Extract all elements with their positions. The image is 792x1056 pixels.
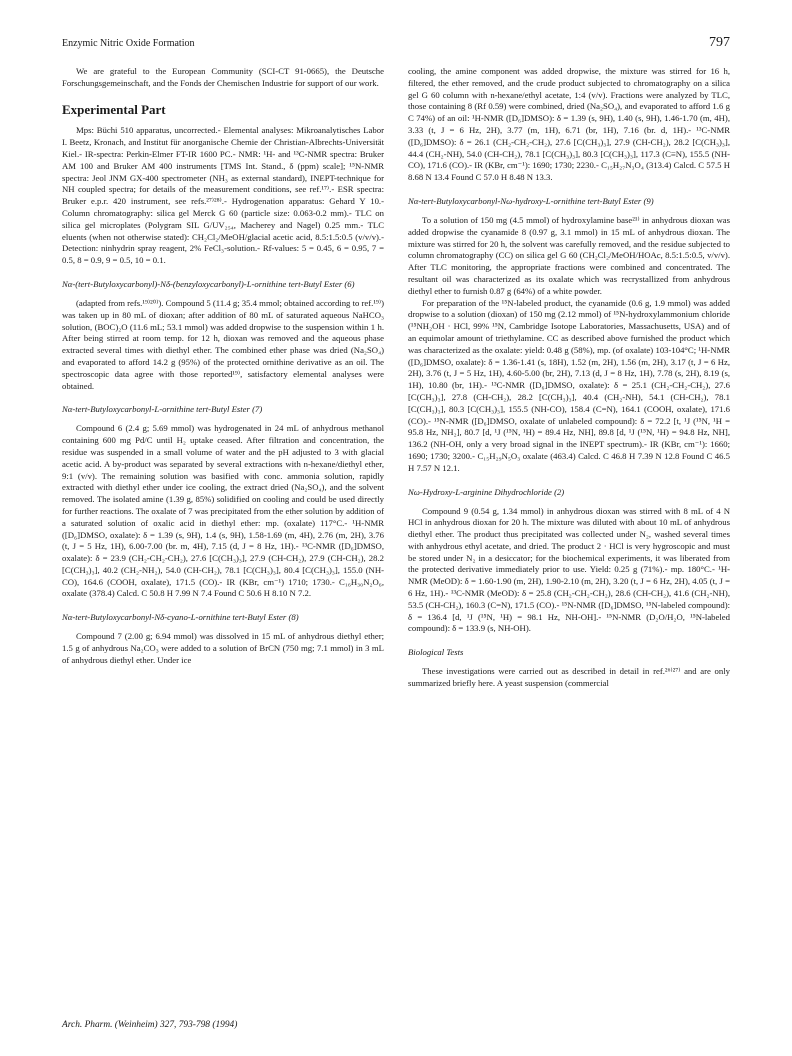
compound-8-text: Compound 7 (2.00 g; 6.94 mmol) was dissolved in 15 mL of anhydrous diethyl ether; 1.5 g of anhydrous Na₂CO₃ were added to a solution of BrCN (750 mg; 7.1 mmol) in 3 mL of anhydrous diethyl ether. Under ice xyxy=(62,631,384,665)
right-column xyxy=(408,66,730,690)
compound-9-text: To a solution of 150 mg (4.5 mmol) of hydroxylamine base²¹⁾ in anhydrous dioxan was added dropwise the cyanamide 8 (0.97 g, 3.1 mmol) in 15 mL of anhydrous dioxan. The mixture was stirred for 20 h, the solvent was carefully removed, and the residue subjected to column chromatography (CC) on silica gel G 60 (CH₂Cl₂/MeOH/HOAc, 8.5:1.5:0.5, v/v/v). After TLC monitoring, the appropriate fractions were combined and concentrated. The resultant oil was characterized as its oxalate which was recrystallized from anhydrous diethyl ether to furnish 0.87 g (64%) of a white powder. xyxy=(408,214,730,296)
compound-7-text: Compound 6 (2.4 g; 5.69 mmol) was hydrogenated in 24 mL of anhydrous methanol containing 600 mg Pd/C until H₂ uptake ceased. After filtration and concentration, the residue was suspended in a small volume of water and the pH adjusted to 3 with glacial acetic acid. A by-product was separated by several extractions with n-hexane/diethyl ether, 9:1 (v/v). The remaining solution was basified with conc. ammonia solution, rapidly extracted with diethyl ether under ice cooling, the extract dried (Na₂SO₄), and the solvent removed. The isolated amine (1.39 g, 85%) solidified on cooling and could be used directly for further reactions. The oxalate of 7 was precipitated from the ether solution by addition of a saturated solution of oxalic acid in diethyl ether: mp. (oxalate) 117°C.- ¹H-NMR ([D₆]DMSO, oxalate): δ = 1.39 (s, 9H), 1.4 (s, 9H), 1.58-1.69 (m, 4H), 2.76 (m, 2H), 3.76 (t, J = 5 Hz, 1H), 6.00-7.00 (br. m, 4H), 7.15 (d, J = 8 Hz, 1H).- ¹³C-NMR ([D₆]DMSO, oxalate): δ = 23.9 (CH₂-CH₂-CH₂), 27.6 [C(CH₃)₃], 27.9 (CH-CH₂), 27.9 (CH-CH₂), 28.2 [C(CH₃)₃], 40.2 (CH₂-NH₂), 54.0 (CH-CH₂), 78.1 [C(CH₃)₃], 80.4 [C(CH₃)₃], 155.0 (NH-CO), 164.6 (COOH, oxalate), 171.5 (CO).- IR (KBr, cm⁻¹) 1710; 1730.- C₁₆H₃₀N₂O₆, oxalate (378.4) Calcd. C 50.8 H 7.99 N 7.4 Found C 50.6 H 8.10 N 7.2. xyxy=(62,423,384,599)
compound-6-text: (adapted from refs.¹⁹⁾²⁰⁾). Compound 5 (11.4 g; 35.4 mmol; obtained according to ref.¹⁹⁾) was taken up in 80 mL of dioxan; after addition of 80 mL of saturated aqueous NaHCO₃ solution, (BOC)₂O (11.6 mL; 53.1 mmol) was added dropwise to the suspension within 1 h. After being stirred at room temp. for 12 h, dioxan was removed and the aqueous phase extracted several times with diethyl ether. The combined ether phase was dried (Na₂SO₄) and evaporated to afford 14.2 g (95%) of the protected ornithine derivative as an oil. The spectroscopic data agree with those reported¹⁹⁾, satisfactory elemental analyses were obtained. xyxy=(62,297,384,391)
general-methods: Mps: Büchi 510 apparatus, uncorrected.- Elemental analyses: Mikroanalytisches Labor I. Beetz, Kronach, and Institut für anorganische Chemie der Christian-Albrechts-Universität Kiel.- IR-spectra: Perkin-Elmer FT-IR 1600 PC.- NMR: ¹H- and ¹³C-NMR spectra: Bruker AM 100 and Bruker AM 400 instruments [TMS Int. Stand., δ (ppm) scale]; ¹⁵N-NMR spectra: Jeol JNM GX-400 spectrometer (NH₃ as external standard), INEPT-technique for NH coupled spectra; for details of the measurement conditions, see ref.¹⁷⁾.- ESR spectra: Bruker e.p.r. 420 instrument, see refs.²⁷⁾²⁸⁾.- Hydrogenation apparatus: Gehard Y 10.- Column chromatography: silica gel Merck G 60 (particle size: 0.063-0.2 mm).- TLC on silica gel microplates (Polygram SIL G/UV₂₅₄, Macherey and Nagel) 0.25 mm.- TLC eluents (when not otherwise stated): CH₂Cl₂/MeOH/glacial acetic acid, 8.5:1.5:0.5 (v/v/v).- Detection: ninhydrin spray reagent, 2% FeCl₃-solution.- Rf-values: 5 = 0.45, 6 = 0.95, 7 = 0.5, 8 = 0.9, 9 = 0.5, 10 = 0.1. xyxy=(62,125,384,266)
journal-citation: Arch. Pharm. (Weinheim) 327, 793-798 (1994) xyxy=(62,1020,238,1030)
left-column xyxy=(62,66,384,667)
compound-2-title: Nω-Hydroxy-L-arginine Dihydrochloride (2) xyxy=(408,486,565,497)
biological-tests-text: These investigations were carried out as described in detail in ref.²⁶⁾²⁷⁾ and are only summarized briefly here. A yeast suspension (commercial xyxy=(408,666,730,689)
compound-2-text: Compound 9 (0.54 g, 1.34 mmol) in anhydrous dioxan was stirred with 8 mL of 4 N HCl in anhydrous dioxan for 20 h. The mixture was diluted with about 10 mL of anhydrous diethyl ether. The product thus precipitated was collected under N₂, washed several times with anhydrous ethyl acetate, and dried. The product 2 · HCl is very hygroscopic and must be stored under N₂ in a desiccator; for the biochemical experiments, it was liberated from the protected derivative immediately prior to use. Yield: 0.25 g (71%).- mp. 180°C.- ¹H-NMR (MeOD): δ = 1.60-1.90 (m, 2H), 1.90-2.10 (m, 2H), 3.20 (t, J = 6 Hz, 2H), 4.05 (t, J = 6 Hz, 1H).- ¹³C-NMR (MeOD): δ = 25.8 (CH₂-CH₂-CH₂), 28.6 (CH-CH₂), 41.6 (CH₂-NH), 53.5 (CH-CH₂), 160.3 (C=N), 171.5 (CO).- ¹⁵N-NMR ([D₆]DMSO, ¹⁵N-labeled compound): δ = 136.4 [d, ¹J (¹⁵N, ¹H) = 98.1 Hz, NH-OH].- ¹⁵N-NMR (D₂O/H₂O, ¹⁵N-labeled compound): δ = 133.9 (s, NH-OH). xyxy=(408,505,730,634)
acknowledgement: We are grateful to the European Community (SCI-CT 91-0665), the Deutsche Forschungsgemeinschaft, and the Fonds der Chemischen Industrie for support of our work. xyxy=(62,66,384,88)
compound-8-continued: cooling, the amine component was added dropwise, the mixture was stirred for 16 h, filtered, the ether removed, and the crude product subjected to chromatography on a silica gel G 60 column with n-hexane/ethyl acetate, 1:4 (v/v). Fractions were analyzed by TLC, those containing 8 (Rf 0.59) were combined, dried (Na₂SO₄), and evaporated to afford 1.6 g C 74%) of an oil: ¹H-NMR ([D₆]DMSO): δ = 1.39 (s, 9H), 1.40 (s, 9H), 1.46-1.70 (m, 4H), 3.33 (t, J = 6 Hz, 2H), 3.77 (m, 1H), 6.71 (br, 1H), 7.16 (br. d, 1H).- ¹³C-NMR ([D₆]DMSO): δ = 26.1 (CH₂-CH₂-CH₂), 27.6 [C(CH₃)₃], 27.9 (CH-CH₂), 28.2 [C(CH₃)₃], 44.4 (CH₂-NH), 54.0 (CH-CH₂), 78.1 [C(CH₃)₃], 80.3 [C(CH₃)₃], 117.3 (C≡N), 155.5 (NH-CO), 171.6 (CO).- IR (KBr, cm⁻¹): 1690; 1730; 2230.- C₁₅H₂₇N₃O₄ (313.4) Calcd. C 57.5 H 8.68 N 13.4 Found C 57.0 H 8.48 N 13.3. xyxy=(408,66,730,183)
running-title: Enzymic Nitric Oxide Formation xyxy=(62,38,195,49)
compound-6-title: Nα-(tert-Butyloxycarbonyl)-Nδ-(benzyloxycarbonyl)-L-ornithine tert-Butyl Ester (6) xyxy=(62,278,355,289)
biological-tests-title: Biological Tests xyxy=(408,647,464,658)
compound-9-labeled-text: For preparation of the ¹⁵N-labeled product, the cyanamide (0.6 g, 1.9 mmol) was added dropwise to a solution (dioxan) of 150 mg (2.12 mmol) of ¹⁵N-hydroxylammonium chloride (¹⁵NH₂OH · HCl, 99% ¹⁵N, Cambridge Isotope Laboratories, Massachusetts, USA) and of an equimolar amount of triethylamine. CC as described above furnished the product which was characterized as the oxalate: yield: 0.48 g (58%), mp. (of oxalate) 103-104°C; ¹H-NMR ([D₆]DMSO, oxalate): δ = 1.36-1.41 (s, 18H), 1.52 (m, 2H), 1.56 (m, 2H), 3.17 (t, J = 6 Hz, 2H), 3.76 (t, J = 5 Hz, 1H), 4.60-5.00 (br, 2H), 7.13 (d, J = 8 Hz, 1H), 7.78 (s, 2H), 8.19 (s, 1H), 10.80 (br, 1H).- ¹³C-NMR ([D₆]DMSO, oxalate): δ = 25.1 (CH₂-CH₂-CH₂), 27.6 [C(CH₃)₃], 27.8 (CH-CH₂), 28.2 [C(CH₃)₃], 40.4 (CH₂-NH), 54.1 (CH-CH₂), 78.1 [C(CH₃)₃], 80.3 [C(CH₃)₃], 155.5 (NH-CO), 158.4 (C=N), 164.1 (COOH, oxalate), 171.6 (CO).- ¹⁵N-NMR ([D₆]DMSO, oxalate of unlabeled compound): δ = 72.2 [t, ¹J (¹⁵N, ¹H = 95.8 Hz, NH₂], 80.7 [d, ¹J (¹⁵N, ¹H) = 89.4 Hz, NH], 89.8 [d, ¹J (¹⁵N, ¹H) = 94.8 Hz, NH], 136.2 (NH-OH, only a very broad signal in the INEPT spectrum).- IR (KBr, cm⁻¹): 1660; 1690; 1730; 3200.- C₁₅H₂₉N₅O₃ oxalate (463.4) Calcd. C 46.8 H 7.39 N 12.8 Found C 46.5 H 7.57 N 12.1. xyxy=(408,297,730,473)
compound-8-title: Nα-tert-Butyloxycarbonyl-Nδ-cyano-L-ornithine tert-Butyl Ester (8) xyxy=(62,612,299,623)
compound-7-title: Nα-tert-Butyloxycarbonyl-L-ornithine tert-Butyl Ester (7) xyxy=(62,404,263,415)
compound-9-title: Nα-tert-Butyloxycarbonyl-Nω-hydroxy-L-ornithine tert-Butyl Ester (9) xyxy=(408,195,654,206)
section-title: Experimental Part xyxy=(62,101,166,117)
page-number: 797 xyxy=(709,35,730,50)
